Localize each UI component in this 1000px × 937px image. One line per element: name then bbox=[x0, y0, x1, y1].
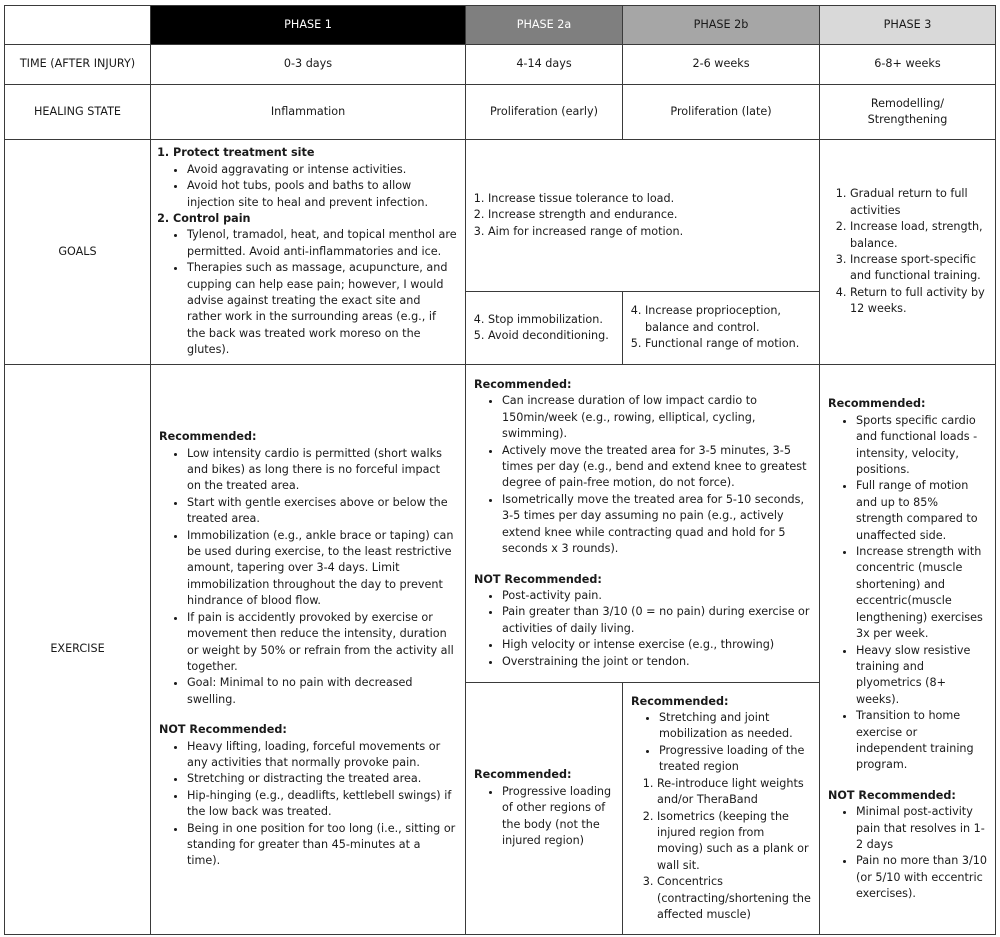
list-item: 1. Gradual return to full activities bbox=[850, 186, 987, 219]
time-phase-3-value: 6-8+ weeks bbox=[874, 57, 941, 71]
time-phase-2b bbox=[623, 45, 820, 85]
goals-row-label bbox=[4, 140, 151, 365]
exercise-phase-2a-recommended-list bbox=[474, 784, 614, 850]
time-phase-2a bbox=[466, 45, 623, 85]
list-item: • Stretching or distracting the treated area. bbox=[187, 771, 457, 787]
healing-phase-1-value: Inflammation bbox=[270, 104, 346, 118]
list-item: 4. Stop immobilization. bbox=[488, 312, 614, 328]
goals-phase-2a bbox=[466, 292, 623, 365]
list-item: 5. Functional range of motion. bbox=[645, 336, 811, 352]
list-item: • Stretching and joint mobilization as needed. bbox=[659, 710, 811, 743]
header-phase-3 bbox=[820, 5, 996, 45]
goals-phase-3 bbox=[820, 140, 996, 365]
goals-phase-3-list bbox=[828, 186, 987, 317]
exercise-phase-1-not-recommended-heading: NOT Recommended: bbox=[159, 723, 287, 737]
list-item: 3. Concentrics (contracting/shortening the affected muscle) bbox=[657, 874, 811, 923]
goals-phase-2b bbox=[623, 292, 820, 365]
list-item: • Increase strength with concentric (muscle shortening) and eccentric(muscle lengthening) exercises 3x per week. bbox=[856, 544, 987, 642]
healing-phase-1 bbox=[151, 85, 466, 140]
goals-label: GOALS bbox=[58, 244, 97, 258]
list-item: • Sports specific cardio and functional loads - intensity, velocity, positions. bbox=[856, 413, 987, 479]
list-item: • High velocity or intense exercise (e.g., throwing) bbox=[502, 637, 811, 653]
exercise-phase-3 bbox=[820, 365, 996, 935]
exercise-phase-2-not-recommended-heading: NOT Recommended: bbox=[474, 572, 602, 586]
healing-phase-2b bbox=[623, 85, 820, 140]
list-item: • Avoid aggravating or intense activities. bbox=[187, 162, 457, 178]
list-item: • Immobilization (e.g., ankle brace or taping) can be used during exercise, to the least restrictive amount, tapering over 3-4 days. Limit immobilization throughout the day to prevent hindrance of blood flow. bbox=[187, 528, 457, 610]
goals-phase-1-heading-2: 2. Control pain • Tylenol, tramadol, heat, and topical menthol are permitted. Avoid anti-inflammatories and ice. • Therapies such as massage, acupuncture, and cupping can help ease pain; however, I would advise against treating the exact site and rather work in the surrounding areas (e.g., if the back was treated work moreso on the glutes). bbox=[173, 211, 457, 359]
exercise-phase-2a bbox=[466, 683, 623, 935]
healing-phase-2b-value: Proliferation (late) bbox=[670, 104, 772, 118]
list-item: • Isometrically move the treated area for 5-10 seconds, 3-5 times per day assuming no pain (e.g., actively extend knee while contracting quad and hold for 5 seconds x 3 rounds). bbox=[502, 492, 811, 558]
header-phase-2b bbox=[623, 5, 820, 45]
list-item: • Actively move the treated area for 3-5 minutes, 3-5 times per day (e.g., bend and extend knee to greatest degree of pain-free motion, do not force). bbox=[502, 443, 811, 492]
list-item: 3. Aim for increased range of motion. bbox=[488, 224, 811, 240]
exercise-label: EXERCISE bbox=[50, 642, 105, 656]
exercise-phase-1-not-recommended-list bbox=[159, 739, 457, 870]
exercise-phase-2-shared bbox=[466, 365, 820, 683]
list-item: • Therapies such as massage, acupuncture, and cupping can help ease pain; however, I would advise against treating the exact site and rather work in the surrounding areas (e.g., if the back was treated work moreso on the glutes). bbox=[187, 260, 457, 358]
exercise-phase-2-not-recommended-list bbox=[474, 588, 811, 670]
list-item: • Low intensity cardio is permitted (short walks and bikes) as long there is no forceful impact on the treated area. bbox=[187, 446, 457, 495]
list-item: 1. Increase tissue tolerance to load. bbox=[488, 191, 811, 207]
list-item: • Heavy slow resistive training and plyometrics (8+ weeks). bbox=[856, 643, 987, 709]
header-blank-cell bbox=[4, 5, 151, 45]
list-item: • Post-activity pain. bbox=[502, 588, 811, 604]
exercise-phase-2-recommended-list bbox=[474, 393, 811, 557]
time-phase-2b-value: 2-6 weeks bbox=[692, 57, 750, 71]
goals-phase-2-shared-list bbox=[474, 191, 811, 240]
time-row-label bbox=[4, 45, 151, 85]
header-phase-3-label: PHASE 3 bbox=[883, 17, 932, 31]
healing-label: HEALING STATE bbox=[33, 104, 121, 118]
list-item: • Avoid hot tubs, pools and baths to allow injection site to heal and prevent infection. bbox=[187, 178, 457, 211]
list-item: • If pain is accidently provoked by exercise or movement then reduce the intensity, duration or weight by 50% or refrain from the activity all together. bbox=[187, 610, 457, 676]
goals-phase-1 bbox=[151, 140, 466, 365]
exercise-phase-2b-sub-list bbox=[631, 776, 811, 924]
list-item: • Can increase duration of low impact cardio to 150min/week (e.g., rowing, elliptical, cycling, swimming). bbox=[502, 393, 811, 442]
exercise-phase-2b bbox=[623, 683, 820, 935]
list-item: • Pain no more than 3/10 (or 5/10 with eccentric exercises). bbox=[856, 853, 987, 902]
goals-phase-1-heading-1: 1. Protect treatment site • Avoid aggravating or intense activities. • Avoid hot tubs, pools and baths to allow injection site to heal and prevent infection. bbox=[173, 145, 457, 211]
header-phase-2a bbox=[466, 5, 623, 45]
goals-phase-2-shared bbox=[466, 140, 820, 292]
list-item: 2. Increase load, strength, balance. bbox=[850, 219, 987, 252]
time-phase-1 bbox=[151, 45, 466, 85]
time-phase-1-value: 0-3 days bbox=[283, 57, 333, 71]
healing-phase-2a-value: Proliferation (early) bbox=[489, 104, 599, 118]
list-item: • Overstraining the joint or tendon. bbox=[502, 654, 811, 670]
exercise-phase-1-recommended-list bbox=[159, 446, 457, 709]
header-phase-2a-label: PHASE 2a bbox=[516, 17, 572, 31]
exercise-phase-2a-recommended-heading: Recommended: bbox=[474, 768, 572, 782]
goals-phase-1-list bbox=[159, 145, 457, 358]
list-item: • Pain greater than 3/10 (0 = no pain) during exercise or activities of daily living. bbox=[502, 604, 811, 637]
list-item: 3. Increase sport-specific and functional training. bbox=[850, 252, 987, 285]
healing-row-label bbox=[4, 85, 151, 140]
exercise-phase-1 bbox=[151, 365, 466, 935]
exercise-phase-3-recommended-list bbox=[828, 413, 987, 774]
goals-phase-2a-list bbox=[474, 312, 614, 345]
header-phase-2b-label: PHASE 2b bbox=[693, 17, 749, 31]
healing-phase-2a bbox=[466, 85, 623, 140]
exercise-phase-3-not-recommended-heading: NOT Recommended: bbox=[828, 788, 956, 802]
list-item: • Start with gentle exercises above or below the treated area. bbox=[187, 495, 457, 528]
goals-phase-1-sublist-2 bbox=[173, 227, 457, 358]
healing-phase-3 bbox=[820, 85, 996, 140]
goals-phase-2b-list bbox=[631, 303, 811, 352]
list-item: • Tylenol, tramadol, heat, and topical menthol are permitted. Avoid anti-inflammatories and ice. bbox=[187, 227, 457, 260]
list-item: • Goal: Minimal to no pain with decreased swelling. bbox=[187, 675, 457, 708]
exercise-row-label bbox=[4, 365, 151, 935]
list-item: • Full range of motion and up to 85% strength compared to unaffected side. bbox=[856, 478, 987, 544]
list-item: • Progressive loading of the treated region bbox=[659, 743, 811, 776]
list-item: • Progressive loading of other regions of the body (not the injured region) bbox=[502, 784, 614, 850]
time-label: TIME (AFTER INJURY) bbox=[19, 57, 136, 71]
header-phase-1-label: PHASE 1 bbox=[284, 17, 332, 31]
goals-phase-1-sublist-1 bbox=[173, 162, 457, 211]
exercise-phase-1-recommended-heading: Recommended: bbox=[159, 430, 257, 444]
list-item: • Hip-hinging (e.g., deadlifts, kettlebell swings) if the low back was treated. bbox=[187, 788, 457, 821]
list-item: 2. Isometrics (keeping the injured region from moving) such as a plank or wall sit. bbox=[657, 809, 811, 875]
list-item: 2. Increase strength and endurance. bbox=[488, 207, 811, 223]
list-item: 4. Increase proprioception, balance and control. bbox=[645, 303, 811, 336]
exercise-phase-2-recommended-heading: Recommended: bbox=[474, 378, 572, 392]
list-item: 4. Return to full activity by 12 weeks. bbox=[850, 285, 987, 318]
list-item: • Transition to home exercise or independent training program. bbox=[856, 708, 987, 774]
exercise-phase-3-not-recommended-list bbox=[828, 804, 987, 902]
exercise-phase-3-recommended-heading: Recommended: bbox=[828, 397, 926, 411]
time-phase-3 bbox=[820, 45, 996, 85]
exercise-phase-2b-recommended-list bbox=[631, 710, 811, 776]
list-item: • Heavy lifting, loading, forceful movements or any activities that normally provoke pain. bbox=[187, 739, 457, 772]
time-phase-2a-value: 4-14 days bbox=[516, 57, 572, 71]
healing-phase-3-value: Remodelling/ Strengthening bbox=[867, 96, 948, 126]
list-item: 1. Re-introduce light weights and/or TheraBand bbox=[657, 776, 811, 809]
header-phase-1 bbox=[151, 5, 466, 45]
list-item: • Being in one position for too long (i.e., sitting or standing for greater than 45-minutes at a time). bbox=[187, 821, 457, 870]
list-item: 5. Avoid deconditioning. bbox=[488, 328, 614, 344]
exercise-phase-2b-recommended-heading: Recommended: bbox=[631, 694, 729, 708]
list-item: • Minimal post-activity pain that resolves in 1-2 days bbox=[856, 804, 987, 853]
